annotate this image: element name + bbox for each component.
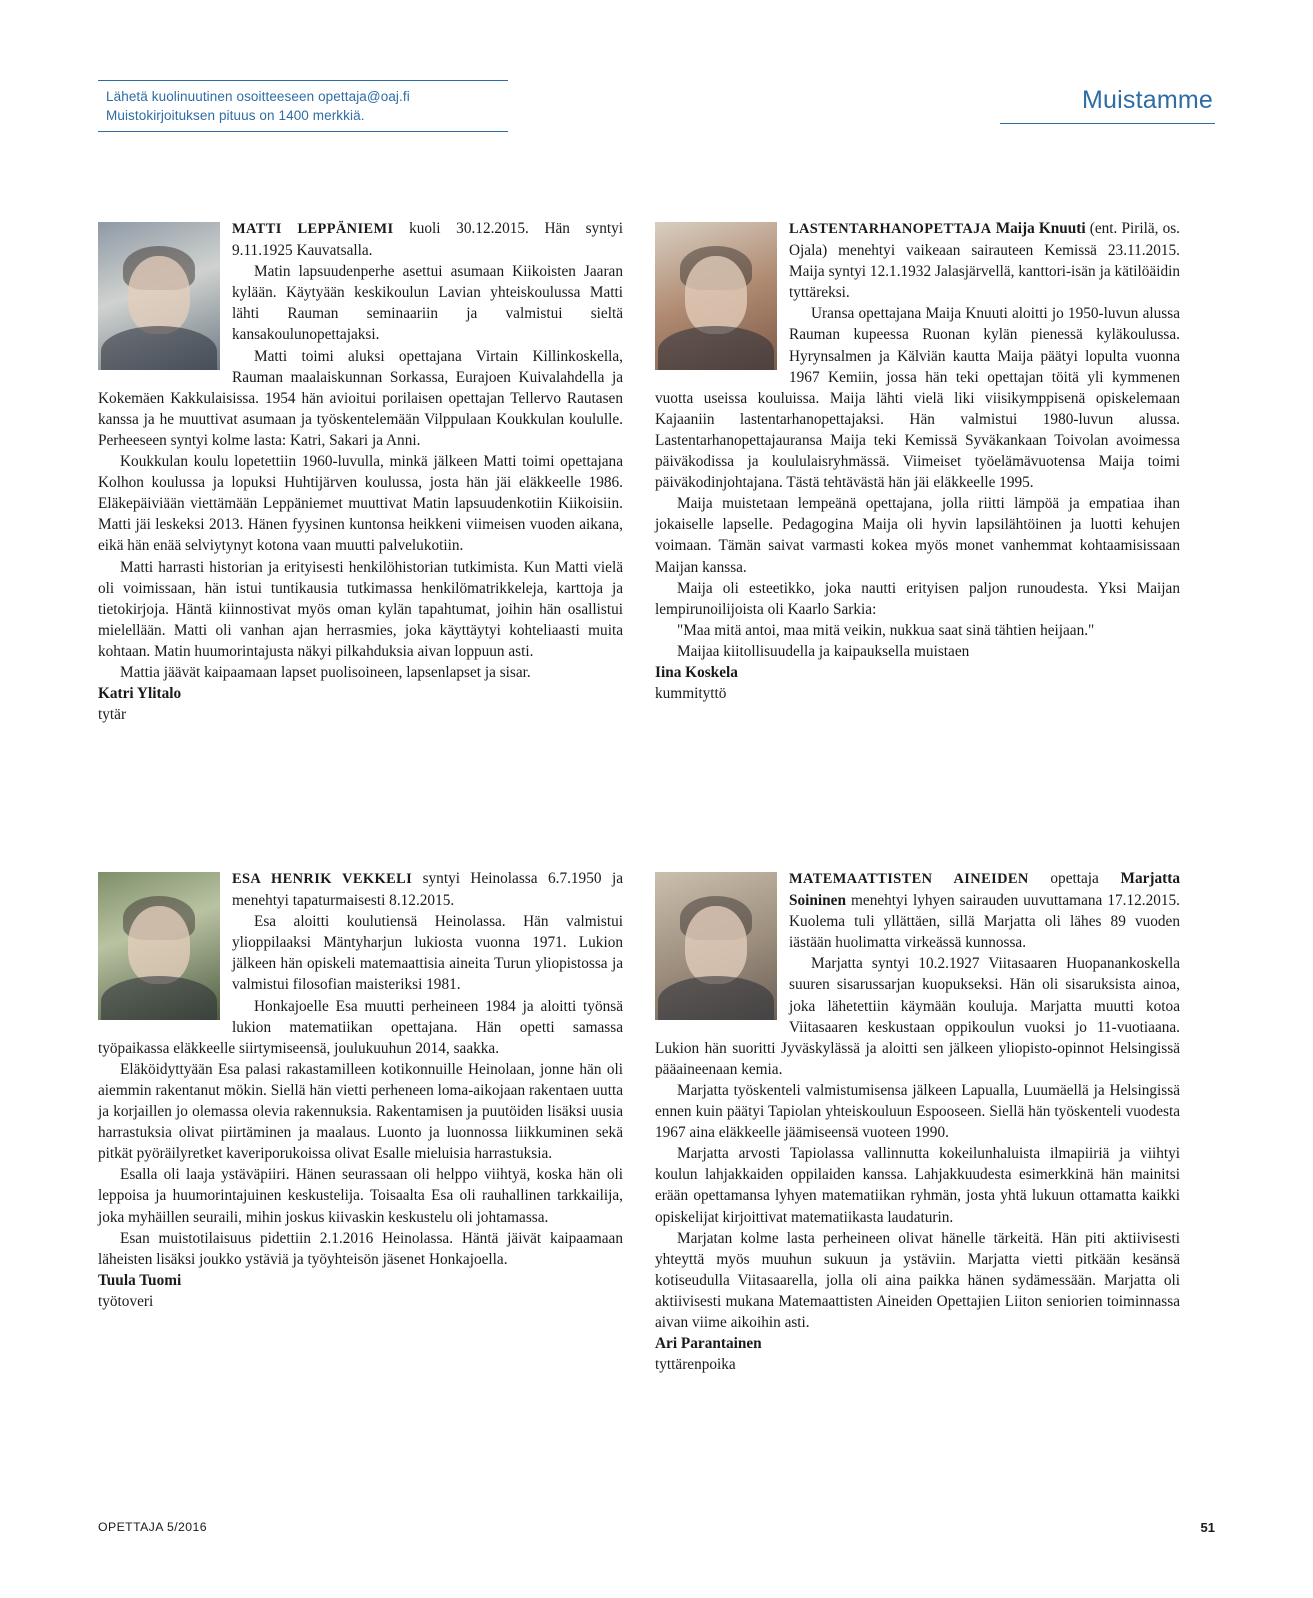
portrait-photo [655, 222, 777, 370]
obituary-paragraph: Honkajoelle Esa muutti perheineen 1984 ja aloitti työnsä lukion matematiikan opettajana. Hän opetti samassa työpaikassa eläkkeelle siirtymiseensä, joulukuuhun 2014, saakka. [98, 997, 623, 1057]
lead-rest: syntyi Heinolassa 6.7.1950 ja menehtyi tapaturmaisesti 8.12.2015. [232, 870, 623, 910]
signature-name: Iina Koskela [655, 663, 738, 681]
lead-name: ESA HENRIK VEKKELI [232, 871, 413, 887]
lead-rest: (ent. Pirilä, os. Ojala) menehtyi vaikeaan sairauteen Kemissä 23.11.2015. Maija syntyi 12.1.1932 Jalasjärvellä, kanttori-isän ja kätilöäidin tyttäreksi. [789, 220, 1180, 302]
signature-role: tytär [98, 706, 127, 724]
obituary-paragraph: Koukkulan koulu lopetettiin 1960-luvulla, minkä jälkeen Matti toimi opettajana Kolhon koulussa ja lopuksi Huhtijärven koulussa, josta hän jäi eläkkeelle 1986. Eläkepäiviään viettämään Leppäniemet muuttivat Matin lapsuudenkotiin Kiikoisiin. Matti jäi leskeksi 2013. Hänen fyysinen kuntonsa heikkeni viimeisen vuoden aikana, eikä hän enää selviytynyt kotona vaan muutti palvelukotiin. [98, 453, 623, 555]
submission-text [98, 81, 508, 131]
obituary-paragraph: Matin lapsuudenperhe asettui asumaan Kiikoisten Jaaran kylään. Käytyään keskikoulun Lavian yhteiskoulussa Matti lähti Rauman seminaariin ja valmistui sieltä kansakoulunopettajaksi. [232, 263, 623, 344]
submission-line-1: Lähetä kuolinuutinen osoitteeseen opettaja@oaj.fi [106, 89, 410, 104]
obituary-paragraph: Matti harrasti historian ja erityisesti henkilöhistorian tutkimista. Kun Matti vielä oli voimissaan, hän istui tuntikausia tutkimassa henkilömatrikkeleja, karttoja ja tietokirjoja. Häntä kiinnostivat myös oman kylän tapahtumat, joihin hän osallistui mielellään. Matti oli vanhan ajan herrasmies, joka käyttäytyi kohteliaasti muita kohtaan. Matin huumorintajusta näkyi pilkahduksia aivan loppuun asti. [98, 558, 623, 660]
obituary-paragraph: Eläköidyttyään Esa palasi rakastamilleen kotikonnuille Heinolaan, jonne hän oli aiemmin rakentanut mökin. Siellä hän vietti perheneen loma-aikojaan rakentaen uutta ja korjaillen jo olemassa olevia rakennuksia. Rakentamisen ja puutöiden lisäksi uusia harrastuksia olivat piirtäminen ja maalaus. Luonto ja luonnossa liikkuminen sekä pitkät pyöräilyretket kaveriporukoissa olivat Esalle mieluisia harrastuksia. [98, 1060, 623, 1163]
obituary-paragraph: Marjatta syntyi 10.2.1927 Viitasaaren Huopanankoskella suuren sisarussarjan kuopukseksi. Hän oli sisaruksista ainoa, joka lähetettiin käymään kouluja. Marjatta muutti kotoa Viitasaaren keskustaan oppikoulun vuoksi jo 11-vuotiaana. Lukion hän suoritti Jyväskylässä ja aloitti sen jälkeen yliopisto-opinnot Helsingissä pääaineenaan kemia. [655, 955, 1180, 1078]
section-title: Muistamme [1082, 86, 1213, 114]
obituary-paragraph: Uransa opettajana Maija Knuuti aloitti jo 1950-luvun alussa Rauman kupeessa Ruonan kylän pienessä kyläkoulussa. Hyrynsalmen ja Kälviän kautta Maija päätyi lopulta vuonna 1967 Kemiin, jossa hän teki opettajan töitä yli kymmenen vuotta useissa kouluissa. Maija lähti vielä liki viisikymppisenä opiskelemaan Kajaaniin lastentarhanopettajaksi. Hän valmistui 1980-luvun alussa. Lastentarhanopettajauransa Maija teki Kemissä Syväkankaan Toivolan avoimessa päiväkodissa ja koululaisryhmässä. Viimeiset työelämävuotensa Maija toimi päiväkodinjohtajana. Tästä tehtävästä hän jäi eläkkeelle 1995. [655, 305, 1180, 492]
lead-mid: opettaja [1028, 870, 1121, 887]
signature-role: kummityttö [655, 685, 727, 703]
obituary-paragraph: Matti toimi aluksi opettajana Virtain Killinkoskella, Rauman maalaiskunnan Sorkassa, Eurajoen Kuivalahdella ja Kokemäen Kakkulaisissa. 1954 hän avioitui porilaisen opettajan Tellervo Rautasen kanssa ja he muuttivat asumaan ja työskentelemään Vilppulaan Koukkulan koululle. Perheeseen syntyi kolme lasta: Katri, Sakari ja Anni. [98, 347, 623, 449]
portrait-photo [655, 872, 777, 1020]
page-number: 51 [1200, 1520, 1215, 1535]
section-rule [1000, 123, 1215, 124]
obituary-paragraph: Marjatta työskenteli valmistumisensa jälkeen Lapualla, Luumäellä ja Helsingissä ennen kuin päätyi Tapiolan yhteiskouluun Espooseen. Siellä hän työskenteli vuodesta 1967 aina eläkkeelle jäämiseensä vuoteen 1990. [655, 1081, 1180, 1142]
lead-role: LASTENTARHANOPETTAJA [789, 221, 992, 237]
signature-role: tyttärenpoika [655, 1356, 736, 1374]
obituary-marjatta-soininen [655, 868, 1180, 1375]
header-rule-bottom [98, 131, 508, 132]
obituary-maija-knuuti [655, 218, 1180, 704]
lead-name: Maija Knuuti [991, 220, 1086, 237]
obituary-paragraph: Esalla oli laaja ystäväpiiri. Hänen seurassaan oli helppo viihtyä, koska hän oli leppoisa ja huumorintajuinen keskustelija. Toisaalta Esa oli rauhallinen tarkkailija, joka myhäillen seuraili, mihin joskus kiivaskin keskustelu oli johtamassa. [98, 1166, 623, 1226]
obituary-paragraph: Mattia jäävät kaipaamaan lapset puolisoineen, lapsenlapset ja sisar. [120, 663, 531, 681]
signature-name: Tuula Tuomi [98, 1271, 182, 1289]
obituary-quote: "Maa mitä antoi, maa mitä veikin, nukkua saat sinä tähtien heijaan." [677, 621, 1095, 639]
lead-name: MATTI LEPPÄNIEMI [232, 221, 394, 237]
signature-name: Ari Parantainen [655, 1335, 762, 1353]
publication-label: OPETTAJA 5/2016 [98, 1520, 207, 1534]
lead-rest: menehtyi lyhyen sairauden uuvuttamana 17.12.2015. Kuolema tuli yllättäen, sillä Marjatta oli lähes 89 vuoden iästään huolimatta virkeässä kunnossa. [789, 892, 1180, 952]
page-footer [98, 1520, 1215, 1540]
obituary-esa-henrik-vekkeli [98, 868, 623, 1312]
obituary-paragraph: Maija muistetaan lempeänä opettajana, jolla riitti lämpöä ja empatiaa ihan jokaiselle lapselle. Pedagogina Maija oli hyvin lapsilähtöinen ja luotti kehujen voimaan. Tämän saivat varmasti kokea myös monet vanhemmat kohtaamisissaan Maijan kanssa. [655, 495, 1180, 576]
signature-role: työtoveri [98, 1292, 154, 1310]
obituary-paragraph: Marjatan kolme lasta perheineen olivat hänelle tärkeitä. Hän piti aktiivisesti yhteyttä myös muuhun sukuun ja ystäviin. Marjatta vietti pitkään kesänsä kotiseudulla Viitasaarella, jolla oli aina paikka hänen sydämessään. Marjatta oli aktiivisesti mukana Matemaattisten Aineiden Opettajien Liiton seniorien toiminnassa aivan viime aikoihin asti. [655, 1229, 1180, 1331]
lead-rest: kuoli 30.12.2015. Hän syntyi 9.11.1925 Kauvatsalla. [232, 220, 623, 260]
page-header [98, 80, 1215, 160]
obituary-paragraph: Esa aloitti koulutiensä Heinolassa. Hän valmistui ylioppilaaksi Mäntyharjun lukiosta vuonna 1971. Lukion jälkeen hän opiskeli matemaattisia aineita Turun yliopistossa ja valmistui filosofian maisteriksi 1981. [232, 913, 623, 994]
submission-info [98, 80, 508, 132]
obituary-paragraph: Maija oli esteetikko, joka nautti erityisen paljon runoudesta. Yksi Maijan lempirunoilijoista oli Kaarlo Sarkia: [655, 579, 1180, 618]
obituary-matti-leppaniemi [98, 218, 623, 725]
lead-role: MATEMAATTISTEN AINEIDEN [789, 871, 1029, 887]
obituary-paragraph: Maijaa kiitollisuudella ja kaipauksella muistaen [677, 642, 970, 660]
section-header [1000, 80, 1215, 124]
submission-line-2: Muistokirjoituksen pituus on 1400 merkkiä. [106, 108, 365, 123]
signature-name: Katri Ylitalo [98, 685, 182, 703]
obituary-paragraph: Marjatta arvosti Tapiolassa vallinnutta kokeilunhaluista ilmapiiriä ja viihtyi koulun lahjakkaiden oppilaiden kanssa. Lahjakkuudesta esimerkkinä hän mainitsi erään opettamansa lyhyen matematiikan ryhmän, josta yhtä lukuun ottamatta kaikki opiskelijat kirjoittivat matematiikasta laudaturin. [655, 1145, 1180, 1226]
portrait-photo [98, 872, 220, 1020]
lead-name: Marjatta Soininen [789, 870, 1180, 910]
portrait-photo [98, 222, 220, 370]
obituary-paragraph: Esan muistotilaisuus pidettiin 2.1.2016 Heinolassa. Häntä jäivät kaipaamaan läheisten lisäksi joukko ystäviä ja työyhteisön jäsenet Honkajoella. [98, 1229, 623, 1268]
